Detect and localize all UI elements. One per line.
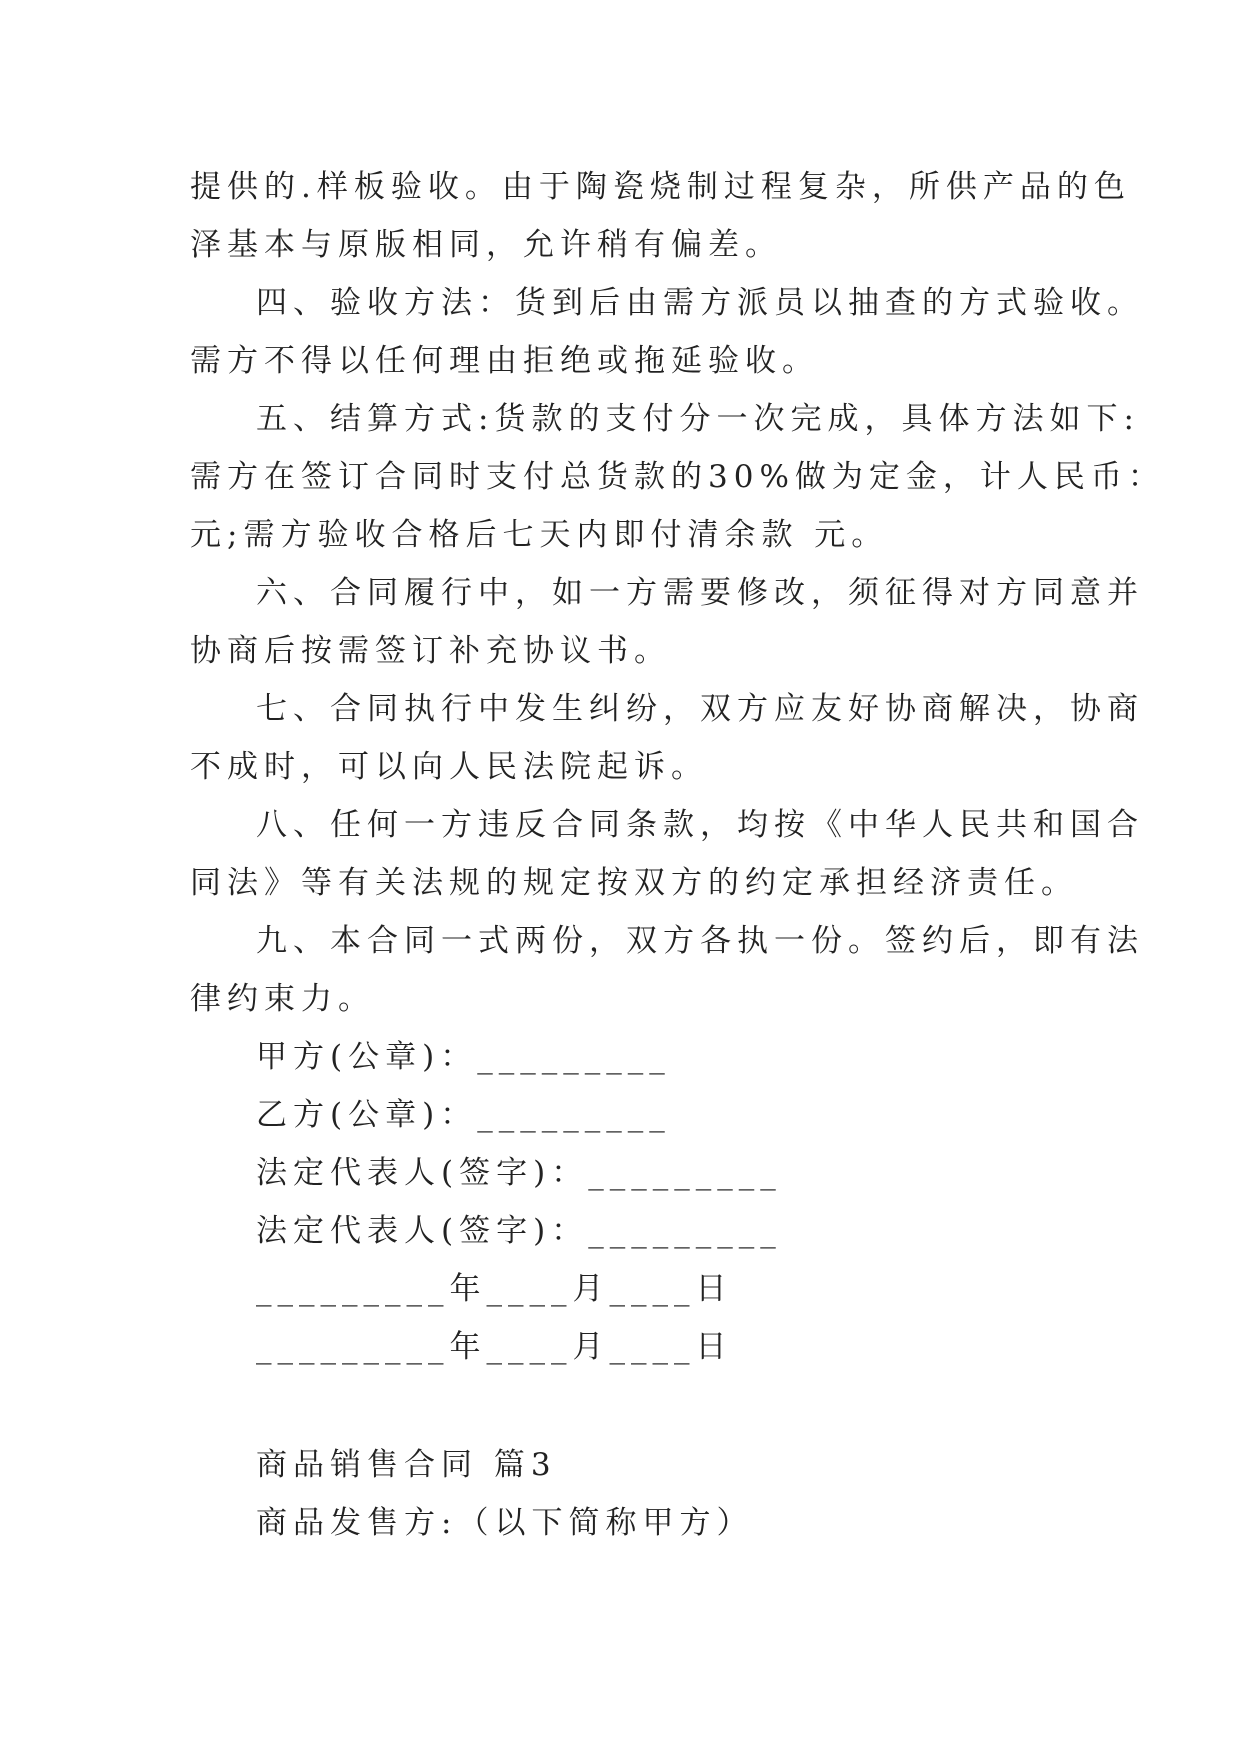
seller-line: 商品发售方:（以下简称甲方） (256, 1505, 754, 1541)
clause-3-line-1: 提供的.样板验收。由于陶瓷烧制过程复杂，所供产品的色 (190, 169, 1131, 205)
clause-5-line-3: 元;需方验收合格后七天内即付清余款 元。 (190, 517, 889, 553)
clause-9-line-2: 律约束力。 (190, 981, 375, 1017)
clause-5-line-2: 需方在签订合同时支付总货款的30%做为定金，计人民币： (190, 459, 1165, 495)
clause-3-line-2: 泽基本与原版相同，允许稍有偏差。 (190, 227, 782, 263)
contract-text (190, 158, 1165, 1552)
clause-5-line-1: 五、结算方式:货款的支付分一次完成，具体方法如下: (256, 401, 1140, 437)
legal-rep-signature-line-1: 法定代表人(签字)：_________ (256, 1155, 782, 1191)
clause-9-line-1: 九、本合同一式两份，双方各执一份。签约后，即有法 (256, 923, 1144, 959)
legal-rep-signature-line-2: 法定代表人(签字)：_________ (256, 1213, 782, 1249)
section-heading: 商品销售合同 篇3 (256, 1447, 557, 1483)
clause-6-line-2: 协商后按需签订补充协议书。 (190, 633, 671, 669)
date-line-1: _________年____月____日 (256, 1271, 733, 1307)
date-line-2: _________年____月____日 (256, 1329, 733, 1365)
clause-7-line-2: 不成时，可以向人民法院起诉。 (190, 749, 708, 785)
section-gap (190, 1376, 1070, 1436)
clause-4-line-1: 四、验收方法：货到后由需方派员以抽查的方式验收。 (256, 285, 1144, 321)
clause-4-line-2: 需方不得以任何理由拒绝或拖延验收。 (190, 343, 819, 379)
clause-8-line-1: 八、任何一方违反合同条款，均按《中华人民共和国合 (256, 807, 1144, 843)
party-b-seal-line: 乙方(公章)：_________ (256, 1097, 671, 1133)
clause-7-line-1: 七、合同执行中发生纠纷，双方应友好协商解决，协商 (256, 691, 1144, 727)
clause-8-line-2: 同法》等有关法规的规定按双方的约定承担经济责任。 (190, 865, 1078, 901)
party-a-seal-line: 甲方(公章)：_________ (256, 1039, 671, 1075)
clause-6-line-1: 六、合同履行中，如一方需要修改，须征得对方同意并 (256, 575, 1144, 611)
